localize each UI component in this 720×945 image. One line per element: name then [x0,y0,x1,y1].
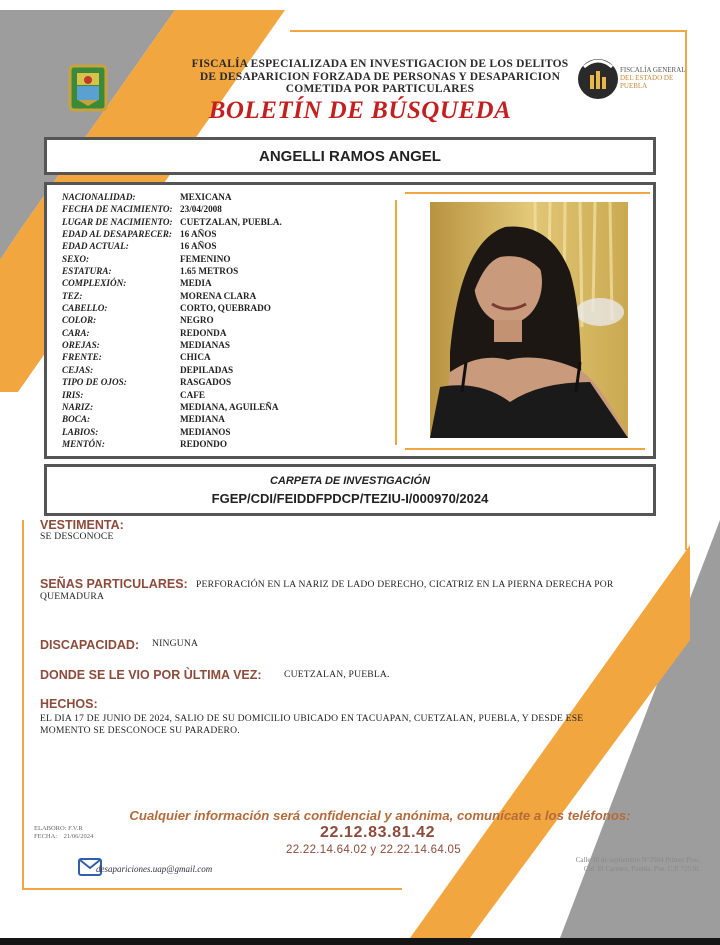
screen-bottom-bar [0,938,720,945]
fact-value: MEDIA [180,278,212,289]
fact-row [62,376,282,388]
main-phone-number: 22.12.83.81.42 [320,824,436,841]
white-cut-bottom-right [700,610,720,938]
prepared-by-row [34,825,93,833]
disability-label: DISCAPACIDAD: [40,638,140,652]
fact-value: 1.65 METROS [180,266,239,277]
person-name-box [44,137,656,175]
facts-label: HECHOS: [40,697,98,711]
photo-frame-top [405,192,650,194]
agency-header-line2: DE DESAPARICION FORZADA DE PERSONAS Y DESAPARICION [199,70,561,83]
fact-row [62,426,282,438]
fact-value: NEGRO [180,315,214,326]
frame-line-bottom [22,888,402,890]
fact-label: LUGAR DE NACIMIENTO: [62,216,173,227]
fiscalia-logo-text [620,66,686,90]
fact-value: CAFE [180,389,206,400]
investigation-folder-number: FGEP/CDI/FEIDDFPDCP/TEZIU-I/000970/2024 [211,491,489,506]
fiscalia-general-logo [576,53,620,105]
fact-value: REDONDA [180,327,227,338]
fact-row [62,302,282,314]
agency-header [180,58,580,96]
office-address [500,856,700,874]
last-seen-text: CUETZALAN, PUEBLA. [284,669,390,680]
fact-row [62,265,282,277]
fact-row [62,290,282,302]
fact-label: NARIZ: [62,401,94,412]
clothing-label: VESTIMENTA: [40,518,124,532]
fact-row [62,240,282,252]
fact-label: TEZ: [62,290,83,301]
investigation-folder-label: CARPETA DE INVESTIGACIÓN [269,475,431,487]
clothing-text: SE DESCONOCE [40,531,114,542]
fact-label: ESTATURA: [62,266,112,277]
fact-label: FECHA DE NACIMIENTO: [62,204,173,215]
fact-value: FEMENINO [180,253,231,264]
fact-value: MEDIANA, AGUILEÑA [180,401,279,412]
prepared-date-value: 21/06/2024 [63,833,94,840]
person-name: ANGELLI RAMOS ANGEL [259,148,441,165]
fact-label: SEXO: [62,253,90,264]
fact-value: 23/04/2008 [180,204,222,215]
distinguishing-marks-text-line1: PERFORACIÓN EN LA NARIZ DE LADO DERECHO, CICATRIZ EN LA PIERNA DERECHA POR [196,579,614,590]
facts-text-line1: EL DIA 17 DE JUNIO DE 2024, SALIO DE SU DOMICILIO UBICADO EN TACUAPAN, CUETZALAN, PUEBLA, Y DESDE ESE [40,713,584,724]
prepared-date-label: FECHA: [34,833,58,840]
state-coat-of-arms-logo [68,64,108,112]
fact-value: 16 AÑOS [180,241,217,252]
fact-label: EDAD AL DESAPARECER: [62,229,172,240]
fact-label: COMPLEXIÓN: [62,278,127,289]
fact-value: REDONDO [180,438,227,449]
fact-label: MENTÓN: [62,438,105,449]
fact-label: NACIONALIDAD: [62,192,136,202]
prepared-date-row [34,833,93,841]
prepared-by-value: F.V.R [68,825,83,832]
frame-line-top [290,30,685,32]
agency-header-line1: FISCALÍA ESPECIALIZADA EN INVESTIGACION DE LOS DELITOS [191,58,569,70]
disability-text: NINGUNA [152,638,199,649]
fact-value: RASGADOS [180,377,232,388]
last-seen-label: DONDE SE LE VIO POR ÙLTIMA VEZ: [40,668,262,682]
fact-value: 16 AÑOS [180,229,217,240]
fiscalia-logo-line1: FISCALÍA GENERAL [620,66,686,74]
distinguishing-marks-text-line2: QUEMADURA [40,591,105,602]
fact-label: CARA: [62,327,90,338]
fact-row [62,277,282,289]
fact-row [62,339,282,351]
fact-row [62,364,282,376]
fiscalia-logo-line3: PUEBLA [620,82,648,90]
fact-row [62,216,282,228]
fact-row [62,351,282,363]
frame-line-left [22,520,24,888]
fact-value: DEPILADAS [180,364,234,375]
fact-label: IRIS: [62,389,84,400]
fact-row [62,401,282,413]
fact-value: MEXICANA [180,192,232,202]
office-address-line2: Col. El Carmen, Puebla, Pue. C.P. 72530. [583,865,700,873]
prepared-by-block [34,825,93,841]
office-address-line1: Calle 16 de septiembre N°2904 Primer Piso, [575,856,700,864]
photo-frame-bottom [405,448,645,450]
fact-row [62,228,282,240]
fact-label: COLOR: [62,315,97,326]
facts-text-line2: MOMENTO SE DESCONOCE SU PARADERO. [40,725,240,736]
prepared-by-label: ELABORO: [34,825,67,832]
missing-person-photo [430,202,628,438]
fact-label: LABIOS: [62,426,99,437]
photo-frame-left [395,200,397,445]
fact-row [62,413,282,425]
fact-value: MEDIANA [180,414,225,425]
fact-label: TIPO DE OJOS: [62,377,127,388]
fact-label: CABELLO: [62,303,108,314]
fact-row [62,253,282,265]
fact-label: CEJAS: [62,364,94,375]
person-facts-list [62,191,282,450]
investigation-folder-box [44,464,656,516]
distinguishing-marks-label: SEÑAS PARTICULARES: [40,577,188,591]
fiscalia-logo-line2: DEL ESTADO DE [620,74,674,82]
agency-header-line3: COMETIDA POR PARTICULARES [285,83,475,95]
fact-label: FRENTE: [62,352,102,363]
fact-label: OREJAS: [62,340,100,351]
fact-value: CORTO, QUEBRADO [180,303,271,314]
contact-email[interactable]: desapariciones.uap@gmail.com [96,864,213,874]
fact-label: BOCA: [62,414,91,425]
fact-row [62,203,282,215]
bulletin-title: BOLETÍN DE BÚSQUEDA [208,97,512,124]
fact-row [62,327,282,339]
fact-value: MORENA CLARA [180,290,257,301]
fact-label: EDAD ACTUAL: [62,241,129,252]
frame-line-right [685,30,687,550]
secondary-phone-numbers: 22.22.14.64.02 y 22.22.14.64.05 [286,844,461,856]
fact-value: MEDIANAS [180,340,231,351]
fact-row [62,314,282,326]
confidential-notice: Cualquier información será confidencial y anónima, comunícate a los teléfonos: [129,808,631,823]
fact-value: MEDIANOS [180,426,231,437]
fact-row [62,191,282,203]
fact-row [62,389,282,401]
fact-value: CUETZALAN, PUEBLA. [180,216,282,227]
fact-row [62,438,282,450]
fact-value: CHICA [180,352,211,363]
